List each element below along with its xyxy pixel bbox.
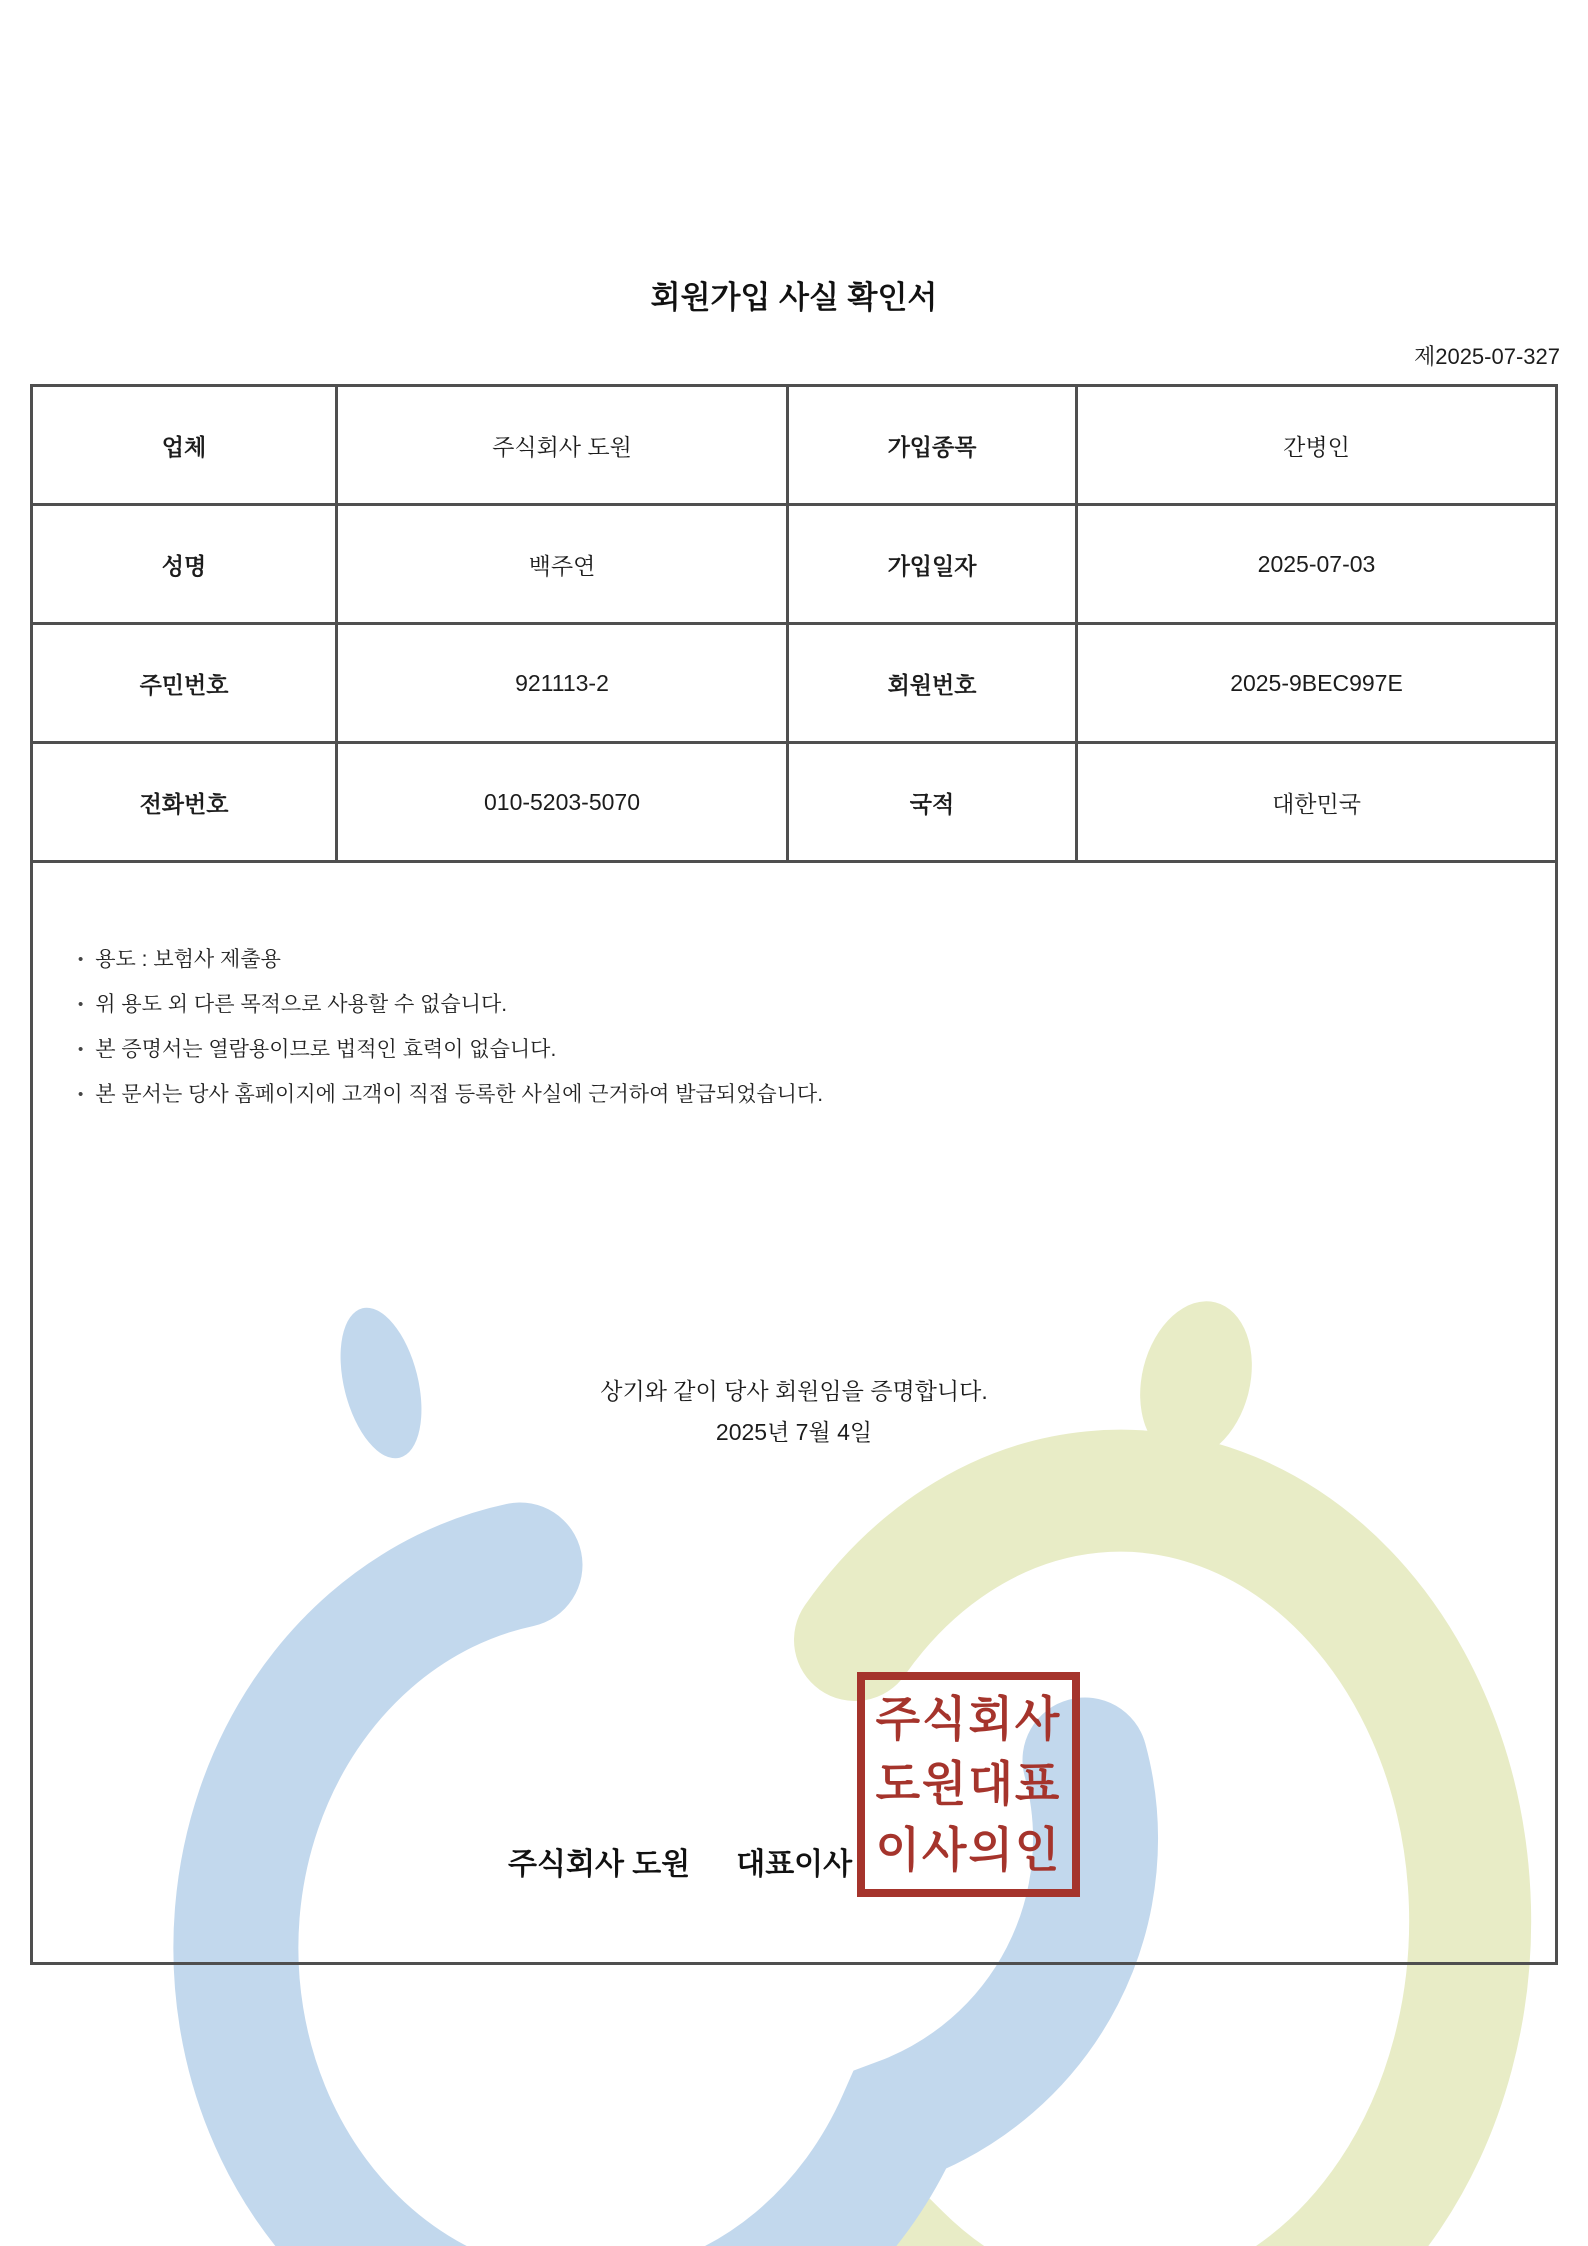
table-label: 가입종목 [789,387,1078,506]
table-value: 921113-2 [338,625,789,744]
table-value: 간병인 [1078,387,1555,506]
usage-notes [78,943,1515,1123]
note-item: • 위 용도 외 다른 목적으로 사용할 수 없습니다. [78,988,1515,1033]
table-label: 회원번호 [789,625,1078,744]
certification-statement [33,1371,1555,1453]
table-value: 대한민국 [1078,744,1555,863]
statement-text: 상기와 같이 당사 회원임을 증명합니다. [600,1378,988,1404]
member-info-table [33,387,1555,863]
table-label: 업체 [33,387,338,506]
ceo-title: 대표이사 [736,1848,853,1881]
table-label: 가입일자 [789,506,1078,625]
certificate-box [30,384,1558,1965]
table-value: 010-5203-5070 [338,744,789,863]
statement-date: 2025년 7월 4일 [715,1419,873,1445]
table-value: 2025-07-03 [1078,506,1555,625]
company-seal-stamp [857,1672,1080,1897]
note-item: • 용도 : 보험사 제출용 [78,943,1515,988]
signature-line [508,1839,852,1883]
table-value: 주식회사 도원 [338,387,789,506]
note-item: • 본 증명서는 열람용이므로 법적인 효력이 없습니다. [78,1033,1515,1078]
seal-text-row: 주식회사 [875,1691,1062,1746]
seal-text-row: 도원대표 [875,1757,1062,1812]
table-label: 전화번호 [33,744,338,863]
page-title: 회원가입 사실 확인서 [650,280,938,315]
table-value: 백주연 [338,506,789,625]
table-label: 성명 [33,506,338,625]
company-name: 주식회사 도원 [508,1848,691,1881]
table-value: 2025-9BEC997E [1078,625,1555,744]
document-number: 제2025-07-327 [1413,344,1560,369]
table-label: 국적 [789,744,1078,863]
note-item: • 본 문서는 당사 홈페이지에 고객이 직접 등록한 사실에 근거하여 발급되었습니다. [78,1078,1515,1123]
table-label: 주민번호 [33,625,338,744]
seal-text-row: 이사의인 [875,1823,1062,1878]
